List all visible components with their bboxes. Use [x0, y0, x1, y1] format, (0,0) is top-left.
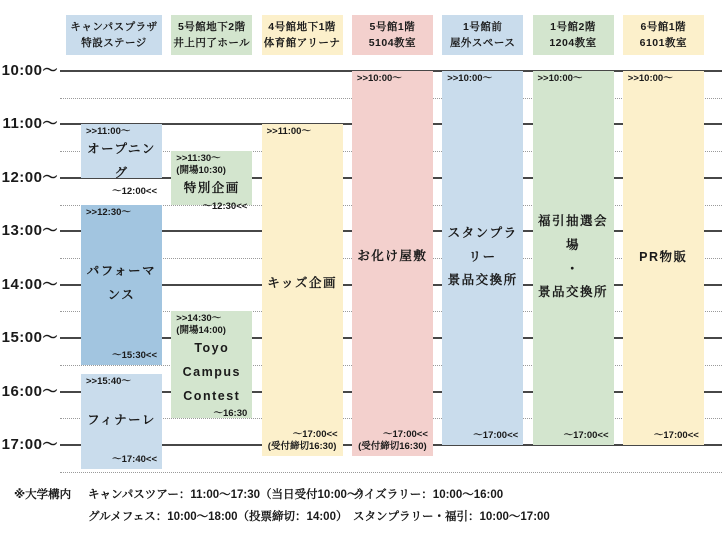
footnote-campus-tour: キャンパスツアー：11:00～17:30（当日受付10:00～）	[88, 489, 370, 501]
event-title-line: スタンプラリー	[447, 225, 518, 264]
event-start-time: >>11:00～	[266, 126, 311, 138]
event-start-time: >>10:00～	[537, 73, 583, 84]
event-end-time: ～12:30<<	[202, 200, 248, 212]
venue-header-line: 5号館地下2階	[177, 20, 246, 33]
event-title-line: キッズ企画	[267, 275, 337, 290]
time-label: 15:00～	[1, 329, 58, 347]
time-label: 13:00～	[1, 222, 58, 240]
event-title-line: お化け屋敷	[357, 249, 428, 264]
time-label: 12:00～	[1, 168, 58, 186]
half-hour-gridline	[60, 472, 722, 473]
event-title-line: 特別企画	[183, 180, 240, 195]
time-label: 16:00～	[1, 382, 58, 400]
event-title	[538, 85, 609, 430]
venue-header	[533, 15, 614, 55]
venue-header-line: 5104教室	[368, 37, 417, 49]
event-title-line: PR物販	[639, 249, 688, 264]
event-title-line: ・	[565, 261, 580, 276]
event-end-time: ～17:00<<	[473, 430, 519, 442]
event-start-time: >>15:40～	[86, 375, 131, 387]
event-title-line: Contest	[183, 388, 241, 403]
event-block	[81, 374, 162, 469]
event-start-time: >>14:30～	[176, 313, 222, 325]
venue-header-line: 6号館1階	[640, 20, 687, 33]
venue-header-line: 4号館地下1階	[268, 20, 336, 33]
venue-header	[171, 15, 252, 55]
event-start-time: >>12:30～	[86, 206, 131, 218]
event-title	[628, 85, 699, 430]
venue-header-line: 5号館1階	[369, 20, 416, 33]
event-title	[86, 218, 157, 350]
event-block	[81, 124, 162, 197]
venue-header-line: 1号館2階	[550, 20, 596, 33]
event-start-time: >>11:30～	[176, 153, 221, 165]
venue-header-line: 1204教室	[549, 37, 597, 49]
footnote-gourmet-fes: グルメフェス：10:00～18:00（投票締切：14:00）	[88, 511, 348, 523]
venue-header	[352, 15, 433, 55]
event-block	[171, 151, 252, 212]
event-end-time: ～17:40<<	[112, 454, 157, 466]
event-reception-deadline-note: (受付締切16:30)	[267, 441, 337, 453]
time-label: 17:00～	[1, 436, 58, 453]
venue-header-line: キャンパスプラザ	[70, 20, 158, 33]
event-start-time: >>10:00～	[356, 73, 402, 84]
event-end-time: ～15:30<<	[112, 349, 157, 361]
event-start-time: >>11:00～	[86, 126, 131, 138]
footnote-prefix: ※大学構内	[14, 489, 72, 501]
event-block	[623, 71, 704, 445]
event-title	[357, 85, 428, 429]
event-block	[533, 71, 614, 445]
event-title-line: フィナーレ	[87, 413, 156, 428]
venue-header-line: 6101教室	[639, 37, 687, 49]
event-doors-open-note: (開場14:00)	[176, 325, 226, 337]
event-reception-deadline-note: (受付締切16:30)	[358, 441, 427, 453]
event-block	[171, 311, 252, 418]
event-title	[86, 138, 157, 186]
event-title	[447, 85, 518, 430]
event-block	[352, 71, 433, 456]
event-title	[176, 337, 247, 408]
venue-header	[623, 15, 704, 55]
event-start-time: >>10:00～	[627, 73, 673, 84]
event-end-time: ～16:30	[213, 408, 248, 420]
venue-header-line: 1号館前	[463, 20, 503, 33]
event-doors-open-note: (開場10:30)	[176, 165, 226, 177]
venue-header-line: 体育館アリーナ	[263, 37, 341, 49]
event-title-line: パフォーマンス	[86, 264, 157, 303]
venue-header-line: 井上円了ホール	[173, 37, 251, 49]
event-title	[86, 388, 157, 455]
venue-header	[66, 15, 162, 55]
event-block	[262, 124, 343, 456]
time-label: 10:00～	[1, 62, 58, 79]
event-start-time: >>10:00～	[447, 73, 493, 84]
event-title-line: 福引抽選会場	[537, 214, 608, 252]
time-label: 14:00～	[1, 275, 58, 293]
event-end-time: ～17:00<<	[563, 430, 609, 442]
footnote-quiz-rally: クイズラリー：10:00～16:00	[353, 489, 504, 501]
event-end-time: ～17:00<<	[292, 429, 338, 441]
venue-header	[262, 15, 343, 55]
event-title-line: Campus	[182, 364, 241, 379]
event-title-line: オープニング	[87, 142, 156, 181]
event-title-line: 景品交換所	[537, 285, 608, 300]
event-title	[267, 138, 338, 429]
event-end-time: ～17:00<<	[653, 430, 699, 442]
event-block	[442, 71, 523, 445]
venue-header-line: 屋外スペース	[449, 37, 516, 49]
footnote-stamp-rally-fukubiki: スタンプラリー・福引：10:00～17:00	[353, 511, 550, 523]
event-block	[81, 205, 162, 365]
event-end-time: ～17:00<<	[382, 429, 428, 441]
event-title-line: 景品交換所	[447, 273, 518, 288]
time-label: 11:00～	[2, 115, 58, 133]
event-title	[176, 177, 247, 201]
venue-header-line: 特設ステージ	[81, 37, 147, 49]
event-title-line: Toyo	[194, 341, 230, 356]
event-end-time: ～12:00<<	[112, 185, 157, 197]
venue-header	[442, 15, 523, 55]
